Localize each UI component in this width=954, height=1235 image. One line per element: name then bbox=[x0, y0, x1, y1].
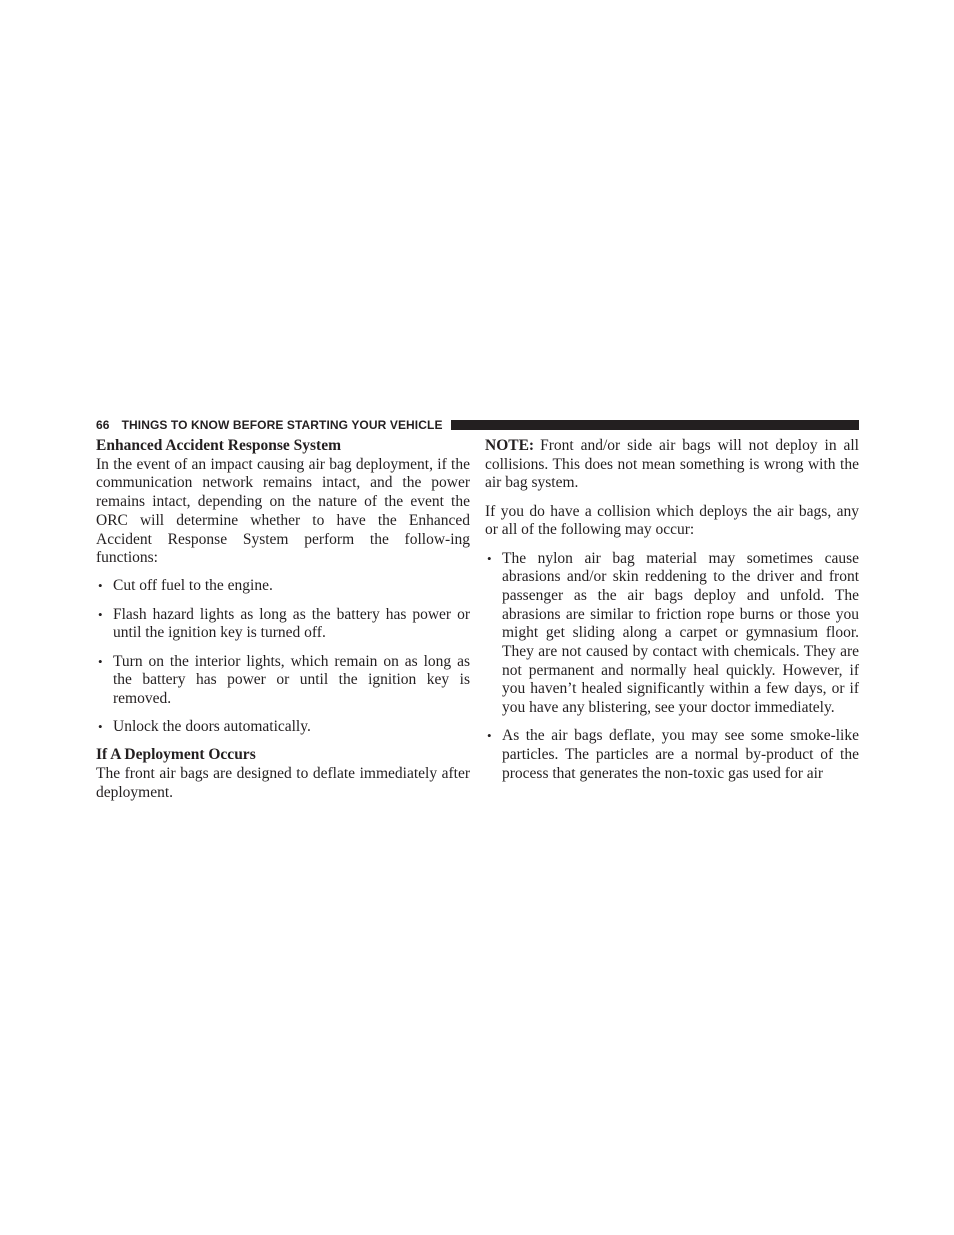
bullet-icon: • bbox=[98, 578, 103, 594]
bullet-icon: • bbox=[98, 653, 103, 669]
heading-deployment-occurs: If A Deployment Occurs bbox=[96, 746, 256, 764]
heading-enhanced-accident-response: Enhanced Accident Response System bbox=[96, 437, 342, 454]
bullet-icon: • bbox=[98, 719, 103, 735]
list-item bbox=[96, 606, 470, 643]
function-list bbox=[96, 577, 470, 736]
list-item bbox=[485, 550, 859, 718]
list-item-text: Turn on the interior lights, which remain on as long as the battery has power or until the ignition key is removed. bbox=[113, 652, 470, 707]
list-item-text: Cut off fuel to the engine. bbox=[113, 577, 273, 595]
list-item-text: Unlock the doors automatically. bbox=[113, 718, 311, 736]
page-header bbox=[96, 416, 859, 434]
page-number: 66 bbox=[96, 418, 110, 432]
list-item bbox=[96, 653, 470, 709]
list-item-text: As the air bags deflate, you may see some smoke-like particles. The particles are a normal by-product of the process that generates the non-toxic gas used for air bbox=[502, 727, 859, 782]
header-rule bbox=[451, 420, 859, 430]
right-column bbox=[485, 437, 859, 793]
left-column bbox=[96, 437, 470, 812]
bullet-icon: • bbox=[98, 606, 103, 622]
note-paragraph bbox=[485, 437, 859, 493]
bullet-icon: • bbox=[487, 550, 492, 566]
paragraph-impact-description: In the event of an impact causing air bag deployment, if the communication network remains intact, and the power remains intact, depending on the nature of the event the ORC will determine whether to have the Enhanced Accident Response System perform the follow-ing functions: bbox=[96, 455, 470, 567]
list-item-text: The nylon air bag material may sometimes cause abrasions and/or skin reddening to the driver and front passenger as the air bags deploy and unfold. The abrasions are similar to friction rope burns or those you might get sliding along a carpet or gymnasium floor. They are not caused by contact with chemicals. They are not permanent and normally heal quickly. However, if you haven’t healed significantly within a few days, or if you have any blistering, see your doctor immediately. bbox=[502, 549, 859, 717]
list-item bbox=[485, 727, 859, 783]
list-item-text: Flash hazard lights as long as the battery has power or until the ignition key is turned off. bbox=[113, 605, 470, 642]
effects-list bbox=[485, 550, 859, 784]
bullet-icon: • bbox=[487, 728, 492, 744]
paragraph-collision: If you do have a collision which deploys the air bags, any or all of the following may occur: bbox=[485, 502, 859, 539]
section-title: THINGS TO KNOW BEFORE STARTING YOUR VEHICLE bbox=[121, 418, 443, 432]
list-item bbox=[96, 577, 470, 596]
note-label: NOTE: bbox=[485, 437, 535, 454]
paragraph-deflate: The front air bags are designed to deflate immediately after deployment. bbox=[96, 765, 470, 801]
note-text: Front and/or side air bags will not deploy in all collisions. This does not mean something is wrong with the air bag system. bbox=[485, 437, 859, 492]
list-item bbox=[96, 718, 470, 737]
